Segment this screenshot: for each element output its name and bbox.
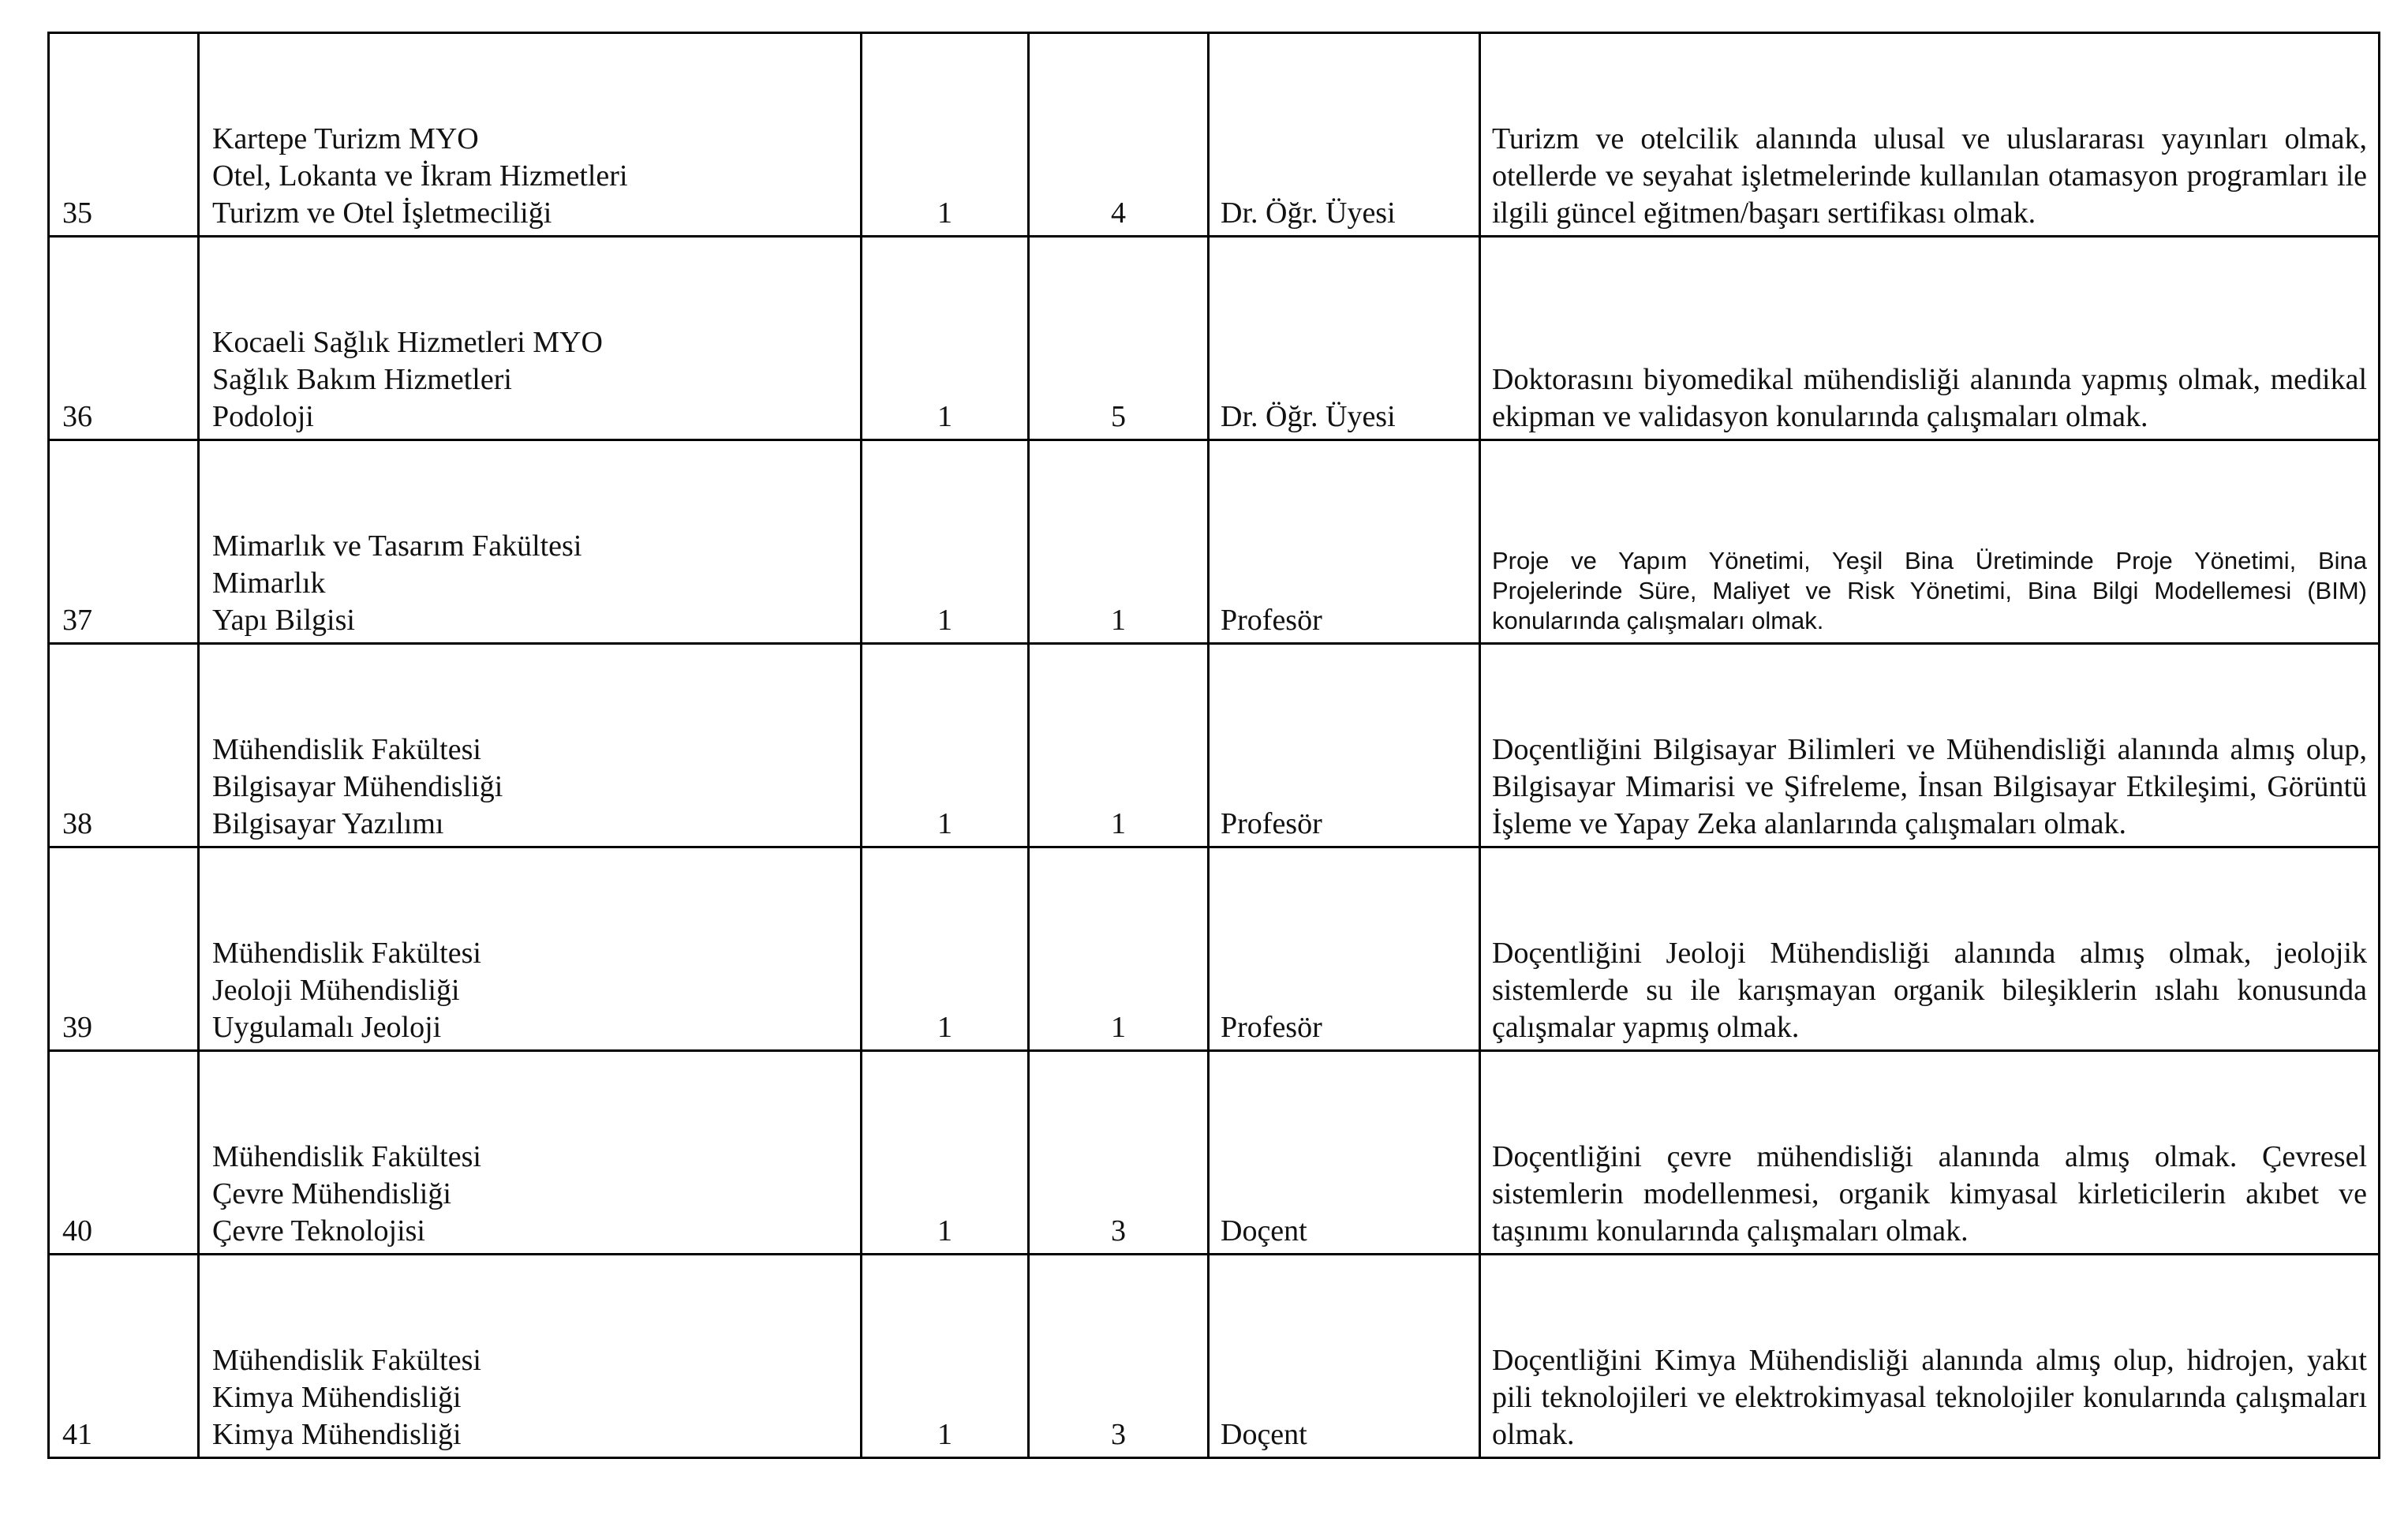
program-name: Podoloji bbox=[212, 400, 314, 433]
academic-title: Doçent bbox=[1209, 1255, 1480, 1458]
department-name: Sağlık Bakım Hizmetleri bbox=[212, 363, 512, 396]
requirement-text: Proje ve Yapım Yönetimi, Yeşil Bina Üretiminde Proje Yönetimi, Bina Projelerinde Süre, Maliyet ve Risk Yönetimi, Bina Bilgi Modellemesi (BIM) konularında çalışmaları olmak. bbox=[1480, 440, 2380, 644]
table-row bbox=[49, 1051, 2380, 1255]
department-name: Kimya Mühendisliği bbox=[212, 1381, 462, 1414]
staff-count: 1 bbox=[862, 440, 1029, 644]
table-row bbox=[49, 1255, 2380, 1458]
degree: 1 bbox=[1029, 644, 1209, 847]
unit-cell bbox=[199, 847, 862, 1051]
requirement-text: Doktorasını biyomedikal mühendisliği alanında yapmış olmak, medikal ekipman ve validasyon konularında çalışmaları olmak. bbox=[1480, 237, 2380, 440]
requirement-text: Doçentliğini Kimya Mühendisliği alanında almış olup, hidrojen, yakıt pili teknolojileri ve elektrokimyasal teknolojiler konularında çalışmaları olmak. bbox=[1480, 1255, 2380, 1458]
table-row bbox=[49, 847, 2380, 1051]
unit-cell bbox=[199, 644, 862, 847]
unit-cell bbox=[199, 1051, 862, 1255]
faculty-name: Mimarlık ve Tasarım Fakültesi bbox=[212, 529, 582, 563]
faculty-name: Mühendislik Fakültesi bbox=[212, 937, 481, 970]
degree: 1 bbox=[1029, 847, 1209, 1051]
unit-cell bbox=[199, 33, 862, 237]
department-name: Çevre Mühendisliği bbox=[212, 1177, 451, 1210]
faculty-name: Mühendislik Fakültesi bbox=[212, 1344, 481, 1377]
staff-count: 1 bbox=[862, 1255, 1029, 1458]
positions-table bbox=[47, 32, 2380, 1459]
row-number: 36 bbox=[49, 237, 199, 440]
requirement-text: Doçentliğini Jeoloji Mühendisliği alanında almış olmak, jeolojik sistemlerde su ile karışmayan organik bileşiklerin ıslahı konusunda çalışmalar yapmış olmak. bbox=[1480, 847, 2380, 1051]
staff-count: 1 bbox=[862, 33, 1029, 237]
academic-title: Profesör bbox=[1209, 644, 1480, 847]
academic-title: Doçent bbox=[1209, 1051, 1480, 1255]
academic-title: Profesör bbox=[1209, 847, 1480, 1051]
department-name: Bilgisayar Mühendisliği bbox=[212, 770, 503, 803]
row-number: 35 bbox=[49, 33, 199, 237]
academic-title: Profesör bbox=[1209, 440, 1480, 644]
department-name: Mimarlık bbox=[212, 567, 326, 600]
department-name: Jeoloji Mühendisliği bbox=[212, 974, 460, 1007]
table-row bbox=[49, 644, 2380, 847]
academic-title: Dr. Öğr. Üyesi bbox=[1209, 33, 1480, 237]
program-name: Kimya Mühendisliği bbox=[212, 1418, 462, 1451]
degree: 1 bbox=[1029, 440, 1209, 644]
academic-title: Dr. Öğr. Üyesi bbox=[1209, 237, 1480, 440]
table-row bbox=[49, 440, 2380, 644]
row-number: 41 bbox=[49, 1255, 199, 1458]
program-name: Turizm ve Otel İşletmeciliği bbox=[212, 196, 552, 230]
program-name: Uygulamalı Jeoloji bbox=[212, 1011, 442, 1044]
degree: 3 bbox=[1029, 1051, 1209, 1255]
unit-cell bbox=[199, 1255, 862, 1458]
faculty-name: Kartepe Turizm MYO bbox=[212, 122, 479, 155]
requirement-text: Turizm ve otelcilik alanında ulusal ve uluslararası yayınları olmak, otellerde ve seyahat işletmelerinde kullanılan otamasyon programları ile ilgili güncel eğitmen/başarı sertifikası olmak. bbox=[1480, 33, 2380, 237]
staff-count: 1 bbox=[862, 237, 1029, 440]
unit-cell bbox=[199, 237, 862, 440]
faculty-name: Mühendislik Fakültesi bbox=[212, 1140, 481, 1173]
staff-count: 1 bbox=[862, 644, 1029, 847]
degree: 4 bbox=[1029, 33, 1209, 237]
row-number: 38 bbox=[49, 644, 199, 847]
staff-count: 1 bbox=[862, 1051, 1029, 1255]
program-name: Yapı Bilgisi bbox=[212, 604, 355, 637]
table-row bbox=[49, 33, 2380, 237]
department-name: Otel, Lokanta ve İkram Hizmetleri bbox=[212, 159, 628, 193]
row-number: 37 bbox=[49, 440, 199, 644]
table-row bbox=[49, 237, 2380, 440]
row-number: 40 bbox=[49, 1051, 199, 1255]
program-name: Çevre Teknolojisi bbox=[212, 1214, 425, 1248]
row-number: 39 bbox=[49, 847, 199, 1051]
staff-count: 1 bbox=[862, 847, 1029, 1051]
requirement-text: Doçentliğini çevre mühendisliği alanında almış olmak. Çevresel sistemlerin modellenmesi, organik kimyasal kirleticilerin akıbet ve taşınımı konularında çalışmaları olmak. bbox=[1480, 1051, 2380, 1255]
faculty-name: Kocaeli Sağlık Hizmetleri MYO bbox=[212, 326, 603, 359]
unit-cell bbox=[199, 440, 862, 644]
requirement-text: Doçentliğini Bilgisayar Bilimleri ve Mühendisliği alanında almış olup, Bilgisayar Mimarisi ve Şifreleme, İnsan Bilgisayar Etkileşimi, Görüntü İşleme ve Yapay Zeka alanlarında çalışmaları olmak. bbox=[1480, 644, 2380, 847]
degree: 3 bbox=[1029, 1255, 1209, 1458]
program-name: Bilgisayar Yazılımı bbox=[212, 807, 444, 840]
degree: 5 bbox=[1029, 237, 1209, 440]
faculty-name: Mühendislik Fakültesi bbox=[212, 733, 481, 766]
